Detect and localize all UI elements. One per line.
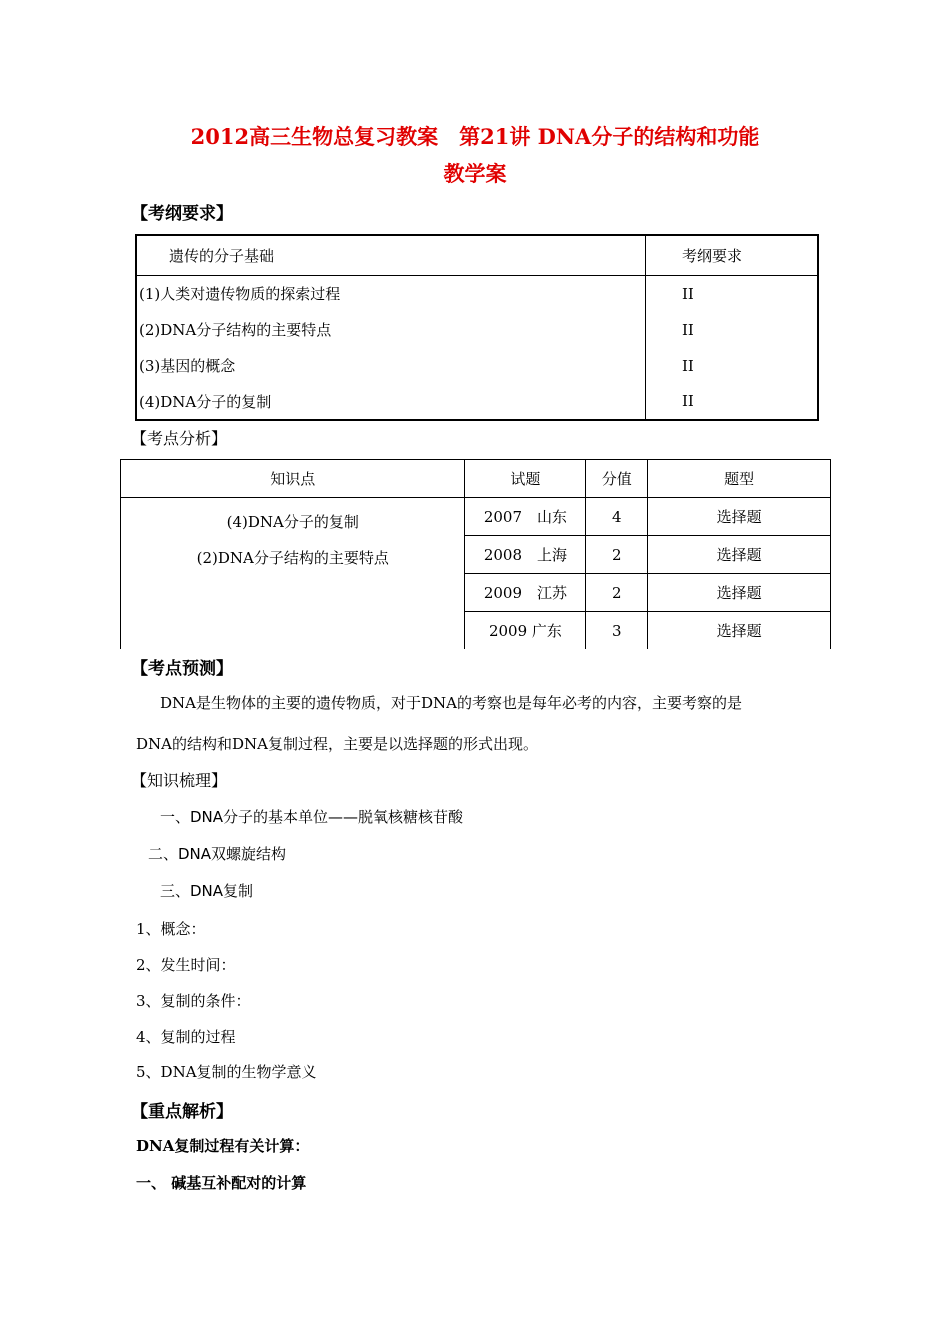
knowledge-heading: 【知识梳理】: [131, 771, 228, 790]
knowledge-points-cell: [121, 498, 465, 650]
knowledge-subitem: 4、复制的过程: [136, 1028, 236, 1046]
table-header-row: [136, 235, 818, 276]
table-cell: II: [682, 284, 694, 303]
knowledge-item: 一、DNA分子的基本单位——脱氧核糖核苷酸: [160, 808, 464, 826]
knowledge-subitem: 2、发生时间：: [136, 956, 236, 974]
table-row: [136, 384, 818, 420]
knowledge-item: 三、DNA复制: [160, 882, 254, 900]
table-row: [136, 276, 818, 312]
table-cell: 4: [586, 498, 648, 536]
table-row: [121, 498, 831, 536]
knowledge-subitem: 3、复制的条件：: [136, 992, 251, 1010]
prediction-heading: 【考点预测】: [131, 659, 233, 679]
table-cell: (1)人类对遗传物质的探索过程: [136, 276, 646, 312]
document-title: 2012高三生物总复习教案 第21讲 DNA分子的结构和功能: [190, 124, 760, 149]
prediction-paragraph-line: DNA是生物体的主要的遗传物质，对于DNA的考察也是每年必考的内容，主要考察的是: [160, 694, 742, 712]
table-cell: (2)DNA分子结构的主要特点: [136, 312, 646, 348]
syllabus-heading: 【考纲要求】: [131, 204, 233, 224]
syllabus-table: [135, 234, 819, 421]
document-subtitle: 教学案: [443, 161, 507, 186]
table-cell: 2009 江苏: [465, 574, 586, 612]
knowledge-point: (4)DNA分子的复制: [226, 513, 359, 531]
table-cell: 2007 山东: [465, 498, 586, 536]
table-cell: 选择题: [648, 536, 831, 574]
table-cell: 2009 广东: [465, 612, 586, 650]
knowledge-subitem: 1、概念：: [136, 920, 206, 938]
analysis-table: [120, 459, 831, 649]
table-header-cell: 试题: [465, 460, 586, 498]
table-cell: 2: [586, 574, 648, 612]
knowledge-point: (2)DNA分子结构的主要特点: [196, 549, 389, 567]
table-cell: 选择题: [648, 498, 831, 536]
table-header-cell: 考纲要求: [646, 235, 819, 276]
table-header-cell: 知识点: [121, 460, 465, 498]
table-row: [136, 312, 818, 348]
table-cell: II: [682, 356, 694, 375]
analysis-heading: 【考点分析】: [131, 429, 228, 448]
key-heading: 【重点解析】: [131, 1102, 233, 1122]
table-row: [136, 348, 818, 384]
knowledge-item: 二、DNA双螺旋结构: [148, 845, 287, 863]
table-cell: 2: [586, 536, 648, 574]
table-cell: 选择题: [648, 574, 831, 612]
table-cell: (3)基因的概念: [136, 348, 646, 384]
table-cell: II: [682, 320, 694, 339]
table-header-row: [121, 460, 831, 498]
table-cell: (4)DNA分子的复制: [136, 384, 646, 420]
table-cell: 2008 上海: [465, 536, 586, 574]
table-cell: II: [682, 392, 694, 410]
table-cell: 选择题: [648, 612, 831, 650]
table-header-cell: 题型: [648, 460, 831, 498]
key-subtitle: DNA复制过程有关计算：: [136, 1137, 310, 1155]
prediction-paragraph-line: DNA的结构和DNA复制过程，主要是以选择题的形式出现。: [136, 735, 538, 753]
table-header-cell: 分值: [586, 460, 648, 498]
knowledge-subitem: 5、DNA复制的生物学意义: [136, 1063, 317, 1081]
table-cell: 3: [586, 612, 648, 650]
key-point: 一、 碱基互补配对的计算: [136, 1174, 307, 1192]
table-header-cell: 遗传的分子基础: [136, 235, 646, 276]
